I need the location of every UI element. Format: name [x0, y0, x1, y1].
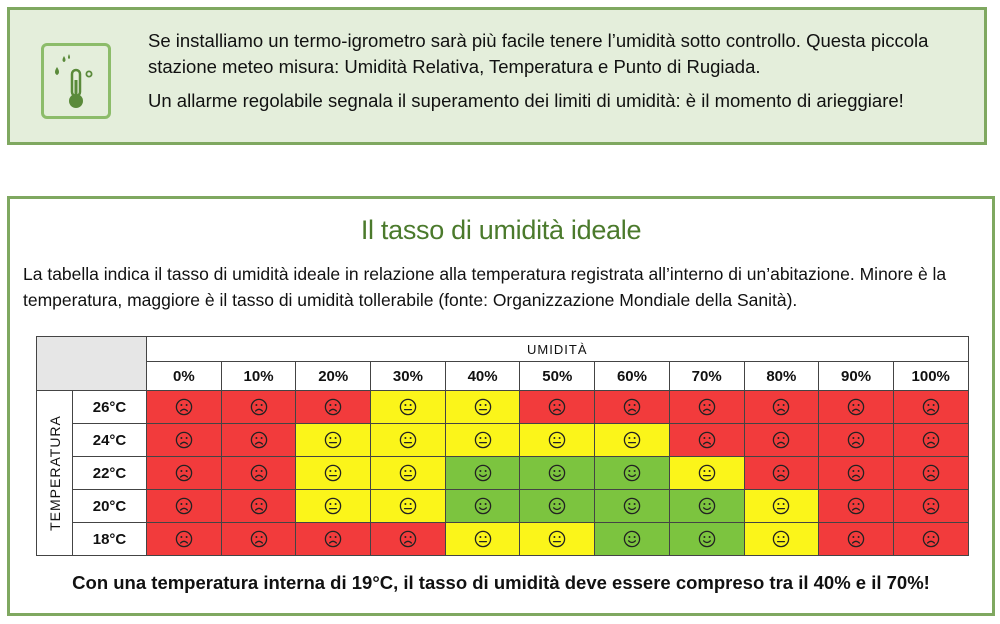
neutral-face-icon	[399, 398, 417, 416]
rating-cell-bad	[819, 424, 894, 457]
rating-cell-bad	[893, 424, 968, 457]
sad-face-icon	[922, 398, 940, 416]
rating-cell-good	[445, 490, 520, 523]
neutral-face-icon	[623, 431, 641, 449]
smile-face-icon	[698, 530, 716, 548]
rating-cell-good	[520, 490, 595, 523]
rating-cell-neutral	[744, 523, 819, 556]
row-header: 26°C	[73, 391, 147, 424]
sad-face-icon	[847, 431, 865, 449]
rating-cell-neutral	[296, 424, 371, 457]
rating-cell-neutral	[669, 457, 744, 490]
smile-face-icon	[623, 497, 641, 515]
rating-cell-bad	[893, 457, 968, 490]
sad-face-icon	[250, 464, 268, 482]
rating-cell-neutral	[445, 424, 520, 457]
sad-face-icon	[175, 497, 193, 515]
rating-cell-bad	[221, 391, 296, 424]
rating-cell-neutral	[371, 424, 446, 457]
sad-face-icon	[250, 398, 268, 416]
sad-face-icon	[847, 530, 865, 548]
sad-face-icon	[698, 431, 716, 449]
rating-cell-bad	[296, 523, 371, 556]
sad-face-icon	[399, 530, 417, 548]
column-header: 70%	[669, 362, 744, 391]
rating-cell-good	[520, 457, 595, 490]
thermo-hygrometer-icon	[41, 43, 111, 119]
panel-description: La tabella indica il tasso di umidità ideale in relazione alla temperatura registrata all’interno di un’abitazione. Minore è la temperatura, maggiore è il tasso di umidità tollerabile (fonte: Organizzazione Mondiale della Sanità).	[23, 264, 947, 310]
table-row	[37, 391, 969, 424]
sad-face-icon	[698, 398, 716, 416]
footer-note: Con una temperatura interna di 19°C, il tasso di umidità deve essere compreso tra il 40% e il 70%!	[72, 572, 930, 593]
rating-cell-neutral	[371, 490, 446, 523]
sad-face-icon	[250, 530, 268, 548]
rating-cell-good	[669, 490, 744, 523]
info-text	[148, 28, 978, 114]
sad-face-icon	[324, 398, 342, 416]
smile-face-icon	[548, 464, 566, 482]
row-group-label	[37, 391, 73, 556]
neutral-face-icon	[772, 497, 790, 515]
smile-face-icon	[623, 464, 641, 482]
rating-cell-bad	[147, 391, 222, 424]
neutral-face-icon	[698, 464, 716, 482]
column-header: 30%	[371, 362, 446, 391]
sad-face-icon	[175, 530, 193, 548]
sad-face-icon	[324, 530, 342, 548]
neutral-face-icon	[399, 497, 417, 515]
rating-cell-bad	[221, 490, 296, 523]
rating-cell-neutral	[445, 523, 520, 556]
sad-face-icon	[847, 497, 865, 515]
row-header: 18°C	[73, 523, 147, 556]
neutral-face-icon	[548, 530, 566, 548]
column-header: 90%	[819, 362, 894, 391]
neutral-face-icon	[548, 431, 566, 449]
sad-face-icon	[922, 530, 940, 548]
rating-cell-good	[595, 457, 670, 490]
sad-face-icon	[772, 464, 790, 482]
row-group-label-text: TEMPERATURA	[46, 415, 63, 531]
rating-cell-bad	[744, 457, 819, 490]
rating-cell-bad	[669, 391, 744, 424]
rating-cell-bad	[221, 424, 296, 457]
neutral-face-icon	[324, 431, 342, 449]
column-header: 40%	[445, 362, 520, 391]
neutral-face-icon	[399, 431, 417, 449]
rating-cell-neutral	[595, 424, 670, 457]
sad-face-icon	[772, 431, 790, 449]
rating-cell-bad	[147, 457, 222, 490]
sad-face-icon	[922, 464, 940, 482]
rating-cell-good	[669, 523, 744, 556]
rating-cell-good	[595, 490, 670, 523]
sad-face-icon	[175, 431, 193, 449]
rating-cell-bad	[595, 391, 670, 424]
sad-face-icon	[548, 398, 566, 416]
rating-cell-bad	[819, 457, 894, 490]
rating-cell-bad	[893, 490, 968, 523]
column-header: 80%	[744, 362, 819, 391]
smile-face-icon	[474, 497, 492, 515]
column-header: 20%	[296, 362, 371, 391]
column-header: 60%	[595, 362, 670, 391]
neutral-face-icon	[474, 398, 492, 416]
sad-face-icon	[772, 398, 790, 416]
smile-face-icon	[474, 464, 492, 482]
rating-cell-neutral	[744, 490, 819, 523]
info-box	[7, 7, 987, 145]
column-group-label: UMIDITÀ	[147, 337, 969, 362]
table-row	[37, 523, 969, 556]
column-header: 0%	[147, 362, 222, 391]
rating-cell-bad	[520, 391, 595, 424]
rating-cell-bad	[893, 523, 968, 556]
table-row	[37, 490, 969, 523]
rating-cell-neutral	[520, 424, 595, 457]
row-header: 22°C	[73, 457, 147, 490]
neutral-face-icon	[324, 464, 342, 482]
rating-cell-neutral	[296, 490, 371, 523]
humidity-table	[36, 336, 969, 556]
column-header: 50%	[520, 362, 595, 391]
row-header: 24°C	[73, 424, 147, 457]
rating-cell-neutral	[445, 391, 520, 424]
sad-face-icon	[847, 464, 865, 482]
rating-cell-good	[445, 457, 520, 490]
panel-title: Il tasso di umidità ideale	[360, 215, 642, 245]
sad-face-icon	[922, 497, 940, 515]
smile-face-icon	[698, 497, 716, 515]
rating-cell-bad	[744, 424, 819, 457]
info-line-2: Un allarme regolabile segnala il superamento dei limiti di umidità: è il momento di arieggiare!	[148, 90, 904, 111]
rating-cell-neutral	[371, 457, 446, 490]
column-header: 100%	[893, 362, 968, 391]
rating-cell-bad	[221, 457, 296, 490]
rating-cell-bad	[744, 391, 819, 424]
sad-face-icon	[250, 431, 268, 449]
rating-cell-bad	[819, 490, 894, 523]
rating-cell-bad	[221, 523, 296, 556]
table-row	[37, 457, 969, 490]
table-row	[37, 424, 969, 457]
info-line-1: Se installiamo un termo-igrometro sarà più facile tenere l’umidità sotto controllo. Questa piccola stazione meteo misura: Umidità Relativa, Temperatura e Punto di Rugiada.	[148, 30, 929, 77]
rating-cell-bad	[147, 523, 222, 556]
rating-cell-bad	[147, 490, 222, 523]
sad-face-icon	[175, 398, 193, 416]
neutral-face-icon	[772, 530, 790, 548]
row-header: 20°C	[73, 490, 147, 523]
rating-cell-bad	[296, 391, 371, 424]
neutral-face-icon	[474, 530, 492, 548]
smile-face-icon	[623, 530, 641, 548]
rating-cell-good	[595, 523, 670, 556]
rating-cell-bad	[147, 424, 222, 457]
rating-cell-neutral	[371, 391, 446, 424]
rating-cell-bad	[371, 523, 446, 556]
sad-face-icon	[623, 398, 641, 416]
rating-cell-bad	[819, 523, 894, 556]
column-header: 10%	[221, 362, 296, 391]
rating-cell-bad	[819, 391, 894, 424]
sad-face-icon	[250, 497, 268, 515]
rating-cell-bad	[893, 391, 968, 424]
sad-face-icon	[175, 464, 193, 482]
neutral-face-icon	[399, 464, 417, 482]
neutral-face-icon	[474, 431, 492, 449]
table-corner	[37, 337, 147, 391]
smile-face-icon	[548, 497, 566, 515]
humidity-panel	[7, 196, 995, 616]
rating-cell-neutral	[296, 457, 371, 490]
neutral-face-icon	[324, 497, 342, 515]
sad-face-icon	[922, 431, 940, 449]
rating-cell-bad	[669, 424, 744, 457]
sad-face-icon	[847, 398, 865, 416]
rating-cell-neutral	[520, 523, 595, 556]
